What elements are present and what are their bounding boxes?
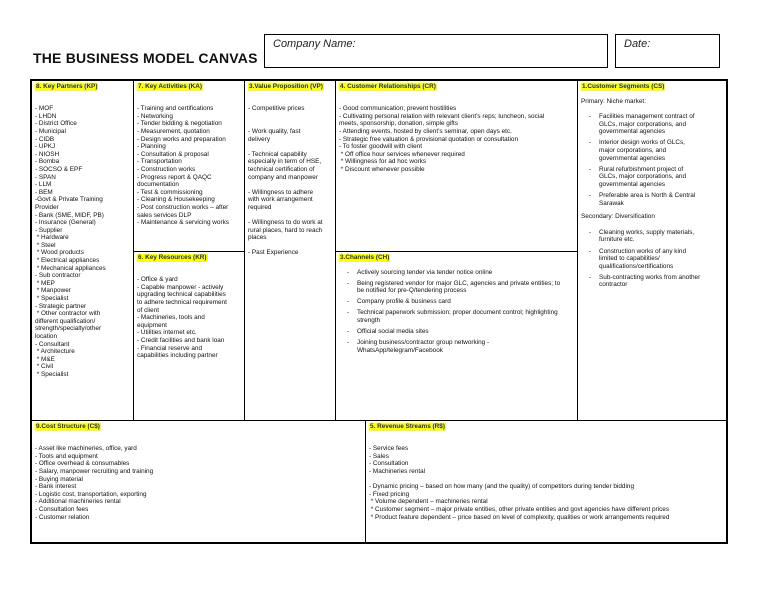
spacer (248, 98, 332, 106)
revenue-streams-section (365, 420, 726, 542)
customer-relationships-list (339, 98, 574, 174)
spacer (248, 242, 332, 250)
key-resources-heading: 6. Key Resources (KR) (138, 254, 207, 261)
key-resources-section (133, 251, 244, 420)
list-item: - CIDB (35, 135, 55, 143)
spacer (35, 98, 130, 106)
list-item: to adhere technical requirement (137, 298, 227, 306)
spacer (369, 438, 723, 446)
list-item: - Strategic free valuation & provisional quotation or consultation (339, 135, 519, 143)
bullet-dash-icon: - (346, 268, 350, 276)
list-item: * Electrical appliances (35, 257, 100, 265)
list-item: - Municipal (35, 127, 66, 135)
list-item: - SOCSO & EPF (35, 165, 83, 173)
customer-relationships-section (335, 81, 577, 251)
list-item: - Bank interest (35, 483, 77, 491)
list-item: - Fixed pricing (369, 490, 410, 498)
list-item: technical certification of (248, 165, 315, 173)
bullet-text: Construction works of any kind limited to capabilities/ qualifications/certifications (599, 247, 687, 270)
list-item: - Office & yard (137, 276, 178, 284)
list-item: - Consultation (369, 460, 409, 468)
list-item: * Product feature dependent – price based on level of complexity, qualities or work arrangements required (369, 513, 670, 521)
primary-label: Primary: Niche market: (581, 97, 646, 105)
spacer (248, 181, 332, 189)
bullet-dash-icon: - (346, 328, 350, 336)
bullet-text: Cleaning works, supply materials, furniture etc. (599, 228, 695, 244)
list-item: - Post construction works – after (137, 203, 229, 211)
bullet-dash-icon: - (346, 279, 350, 287)
spacer (369, 476, 723, 484)
business-model-canvas (30, 79, 728, 544)
key-activities-section (133, 81, 244, 251)
list-item: - Planning (137, 143, 166, 151)
list-item: - Financial reserve and (137, 344, 203, 352)
bullet-dash-icon: - (588, 273, 592, 281)
key-activities-list (137, 98, 241, 227)
bullet-item (581, 229, 701, 244)
secondary-segments-list (581, 229, 723, 289)
list-item: - Logistic cost, transportation, exporting (35, 490, 147, 498)
list-item: - Tender bidding & negotiation (137, 120, 222, 128)
list-item: - Cultivating personal relation with relevant client’s reps; luncheon, social (339, 112, 545, 120)
list-item: with work arrangement (248, 196, 313, 204)
list-item: - Machineries rental (369, 467, 426, 475)
list-item: delivery (248, 135, 271, 143)
list-item: - Consultation & proposal (137, 150, 209, 158)
list-item: - Dynamic pricing – based on how many (and the quality) of competitors during tender bidding (369, 483, 634, 491)
list-item: * Customer segment – major private entities, other private entities and govt agencies have different prices (369, 505, 670, 513)
list-item: - Credit facilities and bank loan (137, 336, 225, 344)
page-title: THE BUSINESS MODEL CANVAS (33, 50, 258, 66)
value-proposition-list (248, 98, 332, 257)
bullet-text: Rural refurbishment project of GLCs, major corporations, and governmental agencies (599, 165, 687, 188)
list-item: * Architecture (35, 348, 75, 356)
list-item: - Cleaning & Housekeeping (137, 196, 215, 204)
secondary-label: Secondary: Diversification (581, 213, 655, 221)
spacer (35, 438, 362, 446)
bullet-dash-icon: - (346, 309, 350, 317)
company-name-field[interactable] (264, 34, 608, 68)
bullet-item (581, 139, 701, 162)
date-label: Date: (624, 38, 651, 50)
value-proposition-heading: 3.Value Proposition (VP) (249, 83, 323, 90)
list-item: * Willingness for ad hoc works (339, 158, 427, 166)
cost-structure-list (35, 438, 362, 522)
spacer (137, 269, 241, 277)
bullet-item (581, 192, 701, 207)
list-item: - Machineries, tools and (137, 314, 205, 322)
cost-structure-section (32, 420, 365, 542)
value-proposition-section (244, 81, 335, 420)
list-item: - Good communication; prevent hostilities (339, 105, 457, 113)
channels-list (339, 269, 574, 355)
list-item: * Mechanical appliances (35, 264, 106, 272)
list-item: - Buying material (35, 475, 83, 483)
list-item: - Tools and equipment (35, 452, 98, 460)
list-item: - LHDN (35, 112, 57, 120)
key-resources-list (137, 269, 241, 360)
list-item: - UPKJ (35, 143, 56, 151)
bullet-text: Sub-contracting works from another contractor (599, 273, 701, 289)
spacer (248, 212, 332, 220)
bullet-dash-icon: - (588, 192, 592, 200)
key-partners-list (35, 98, 130, 379)
list-item: - Training and certifications (137, 105, 214, 113)
list-item: - NIOSH (35, 150, 60, 158)
bullet-dash-icon: - (588, 228, 592, 236)
list-item: company and manpower (248, 173, 318, 181)
bullet-item (339, 269, 564, 277)
list-item: * Volume dependent – machineries rental (369, 498, 488, 506)
list-item: * Specialist (35, 295, 69, 303)
bullet-item (581, 248, 701, 271)
list-item: - Attending events, hosted by client’s seminar, open days etc. (339, 127, 512, 135)
key-partners-section (32, 81, 133, 420)
bullet-text: Facilities management contract of GLCs, major corporations, and governmental agencies (599, 113, 695, 136)
list-item: - Work quality, fast (248, 127, 301, 135)
list-item: - District Office (35, 120, 77, 128)
list-item: location (35, 333, 58, 340)
list-item: * Wood products (35, 249, 84, 257)
date-field[interactable] (615, 34, 720, 68)
list-item: - Construction works (137, 165, 196, 173)
bullet-item (581, 274, 701, 289)
revenue-streams-heading: 5. Revenue Streams (R$) (370, 423, 445, 430)
spacer (248, 113, 332, 121)
bullet-item (339, 328, 564, 336)
bullet-dash-icon: - (588, 139, 592, 147)
list-item: - Past Experience (248, 249, 299, 257)
list-item: - Utilities internet etc. (137, 329, 197, 337)
bullet-item (339, 339, 564, 354)
list-item: - Office overhead & consumables (35, 460, 130, 468)
list-item: - Sub contractor (35, 272, 81, 280)
list-item: - Additional machineries rental (35, 498, 121, 506)
list-item: especially in term of HSE, (248, 158, 322, 166)
list-item: * Manpower (35, 287, 71, 295)
bullet-item (581, 166, 701, 189)
list-item: * Steel (35, 241, 56, 249)
list-item: - Sales (369, 452, 389, 460)
list-item: - Supplier (35, 226, 63, 234)
list-item: - Consultant (35, 340, 70, 348)
bullet-text: Actively sourcing tender via tender notice online (357, 268, 493, 276)
list-item: equipment (137, 321, 167, 329)
list-item: - Asset like machineries, office, yard (35, 445, 137, 453)
list-item: * Specialist (35, 370, 69, 378)
list-item: -Govt & Private Training (35, 196, 103, 204)
bullet-dash-icon: - (588, 247, 592, 255)
list-item: - Measurement, quotation (137, 127, 210, 135)
list-item: * Other contractor with (35, 310, 101, 318)
company-name-label: Company Name: (273, 38, 356, 50)
bullet-text: Preferable area is North & Central Sarawak (599, 192, 696, 207)
bullet-dash-icon: - (346, 298, 350, 306)
key-partners-heading: 8. Key Partners (KP) (36, 83, 98, 90)
bullet-text: Technical paperwork submission; proper document control; highlighting strength (357, 309, 558, 325)
list-item: - Customer relation (35, 513, 90, 521)
list-item: - SPAN (35, 173, 56, 181)
bullet-dash-icon: - (588, 113, 592, 121)
bullet-dash-icon: - (346, 339, 350, 347)
list-item: - Progress report & QAQC (137, 173, 212, 181)
list-item: * Discount whenever possible (339, 165, 425, 173)
list-item: meets, sponsorship, donation, simple gifts (339, 120, 458, 128)
list-item: * Hardware (35, 234, 69, 242)
spacer (248, 143, 332, 151)
list-item: - Salary, manpower recruiting and training (35, 467, 154, 475)
list-item: - Bomba (35, 158, 60, 166)
bullet-text: Joining business/contractor group networking - WhatsApp/telegram/Facebook (357, 339, 490, 354)
list-item: * Off office hour services whenever required (339, 150, 465, 158)
list-item: capabilities including partner (137, 352, 218, 360)
list-item: * Civil (35, 363, 54, 371)
bullet-item (339, 280, 564, 295)
list-item: different qualification/ (35, 317, 96, 325)
list-item: - LLM (35, 181, 52, 189)
customer-segments-section (577, 81, 726, 420)
bullet-item (339, 309, 564, 324)
list-item: - To foster goodwill with client (339, 143, 422, 151)
list-item: - Strategic partner (35, 302, 87, 310)
list-item: sales services DLP (137, 211, 192, 219)
list-item: * M&E (35, 355, 55, 363)
list-item: - Bank (SME, MIDF, PB) (35, 211, 104, 219)
spacer (248, 120, 332, 128)
list-item: - MOF (35, 105, 54, 113)
spacer (339, 98, 574, 106)
list-item: - Design works and preparation (137, 135, 226, 143)
list-item: - Service fees (369, 445, 409, 453)
list-item: of client (137, 306, 160, 314)
list-item: - Willingness to do work at (248, 219, 323, 227)
list-item: - BEM (35, 188, 53, 196)
list-item: documentation (137, 181, 179, 189)
channels-section (335, 251, 577, 420)
list-item: - Insurance (General) (35, 219, 96, 227)
list-item: upgrading technical capabilities (137, 291, 226, 299)
list-item: places (248, 234, 267, 242)
list-item: strength/specialty/other (35, 325, 102, 333)
bullet-item (339, 298, 564, 306)
list-item: - Networking (137, 112, 173, 120)
primary-segments-list (581, 113, 723, 207)
bullet-item (581, 113, 701, 136)
spacer (137, 98, 241, 106)
channels-heading: 3.Channels (CH) (340, 254, 390, 261)
customer-relationships-heading: 4. Customer Relationships (CR) (340, 83, 436, 90)
bullet-dash-icon: - (588, 165, 592, 173)
list-item: - Consultation fees (35, 505, 89, 513)
key-activities-heading: 7. Key Activities (KA) (138, 83, 203, 90)
list-item: - Maintenance & servicing works (137, 219, 229, 227)
customer-segments-heading: 1.Customer Segments (CS) (582, 83, 665, 90)
bullet-text: Being registered vendor for major GLC, agencies and private entities; to be notified for pre-Q/tendering process (357, 279, 561, 295)
list-item: * MEP (35, 279, 55, 287)
bullet-text: Interior design works of GLCs, major corporations, and governmental agencies (599, 139, 685, 162)
list-item: - Competitive prices (248, 105, 305, 113)
list-item: Provider (35, 203, 59, 211)
list-item: rural places, hard to reach (248, 226, 323, 234)
list-item: - Capable manpower - actively (137, 283, 224, 291)
list-item: - Transportation (137, 158, 182, 166)
bullet-text: Company profile & business card (357, 298, 451, 306)
list-item: - Test & commissioning (137, 188, 203, 196)
revenue-streams-list (369, 438, 723, 522)
bullet-text: Official social media sites (357, 328, 429, 336)
list-item: - Willingness to adhere (248, 188, 314, 196)
list-item: - Technical capability (248, 150, 307, 158)
list-item: required (248, 203, 272, 211)
cost-structure-heading: 9.Cost Structure (C$) (36, 423, 100, 430)
